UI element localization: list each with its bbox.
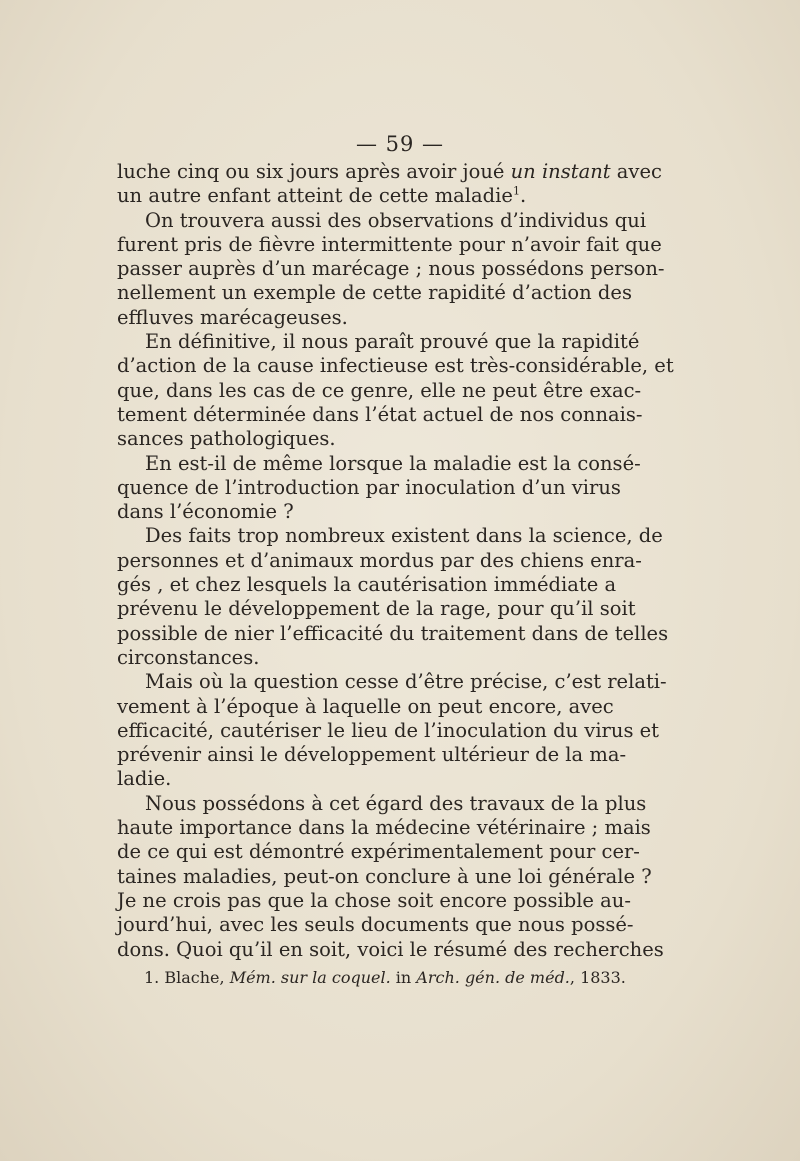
text-line: passer auprès d’un marécage ; nous possédons person- xyxy=(117,257,665,281)
body-text xyxy=(117,160,674,962)
text-line: prévenir ainsi le développement ultérieur de la ma- xyxy=(117,743,627,767)
page-number: — 59 — xyxy=(355,132,445,156)
text-line: prévenu le développement de la rage, pour qu’il soit xyxy=(117,597,636,621)
text-line: personnes et d’animaux mordus par des chiens enra- xyxy=(117,548,642,572)
text-line: d’action de la cause infectieuse est très-considérable, et xyxy=(117,354,674,378)
footnote-author: Blache, xyxy=(164,968,225,987)
text-line: furent pris de fièvre intermittente pour n’avoir fait que xyxy=(117,232,662,256)
text-line: En définitive, il nous paraît prouvé que la rapidité xyxy=(145,330,640,354)
text-line: efficacité, cautériser le lieu de l’inoculation du virus et xyxy=(117,718,660,742)
footnote-marker: 1 xyxy=(512,184,520,198)
footnote-number: 1. xyxy=(144,968,160,987)
text-line: On trouvera aussi des observations d’individus qui xyxy=(145,208,647,232)
text-line: un autre enfant atteint de cette maladie$^1$. xyxy=(117,184,527,208)
text-line: tement déterminée dans l’état actuel de nos connais- xyxy=(117,402,643,426)
footnote-journal: Arch. gén. de méd. xyxy=(416,968,570,987)
text-line: taines maladies, peut-on conclure à une loi générale ? xyxy=(117,864,652,888)
text-line: que, dans les cas de ce genre, elle ne peut être exac- xyxy=(117,378,642,402)
text-line: circonstances. xyxy=(117,645,260,669)
text-line: Je ne crois pas que la chose soit encore possible au- xyxy=(117,888,631,912)
text-line: dans l’économie ? xyxy=(117,500,294,524)
text-line: haute importance dans la médecine vétérinaire ; mais xyxy=(117,816,651,840)
footnote-year: , 1833. xyxy=(569,968,626,987)
text-line: luche cinq ou six jours après avoir joué un instant avec xyxy=(117,160,662,183)
text-line: vement à l’époque à laquelle on peut encore, avec xyxy=(117,694,614,718)
text-line: dons. Quoi qu’il en soit, voici le résumé des recherches xyxy=(117,937,664,961)
italic-phrase: un instant xyxy=(510,160,611,183)
text-line: gés , et chez lesquels la cautérisation immédiate a xyxy=(117,573,617,597)
text-line: En est-il de même lorsque la maladie est la consé- xyxy=(145,451,641,475)
text-line: ladie. xyxy=(117,767,172,791)
text-line: Mais où la question cesse d’être précise, c’est relati- xyxy=(145,670,667,694)
text-line: quence de l’introduction par inoculation d’un virus xyxy=(117,475,621,499)
text-line: de ce qui est démontré expérimentalement pour cer- xyxy=(117,840,640,864)
footnote xyxy=(144,968,626,987)
text-line: sances pathologiques. xyxy=(117,427,336,451)
text-line: effluves marécageuses. xyxy=(117,305,348,329)
text-line: possible de nier l’efficacité du traitement dans de telles xyxy=(117,621,669,645)
footnote-title: Mém. sur la coquel. xyxy=(229,968,391,987)
text-line: Nous possédons à cet égard des travaux de la plus xyxy=(145,791,647,815)
text-line: Des faits trop nombreux existent dans la science, de xyxy=(145,524,663,548)
text-line: jourd’hui, avec les seuls documents que nous possé- xyxy=(117,913,634,937)
text-line: nellement un exemple de cette rapidité d’action des xyxy=(117,281,632,305)
footnote-in: in xyxy=(395,968,412,987)
